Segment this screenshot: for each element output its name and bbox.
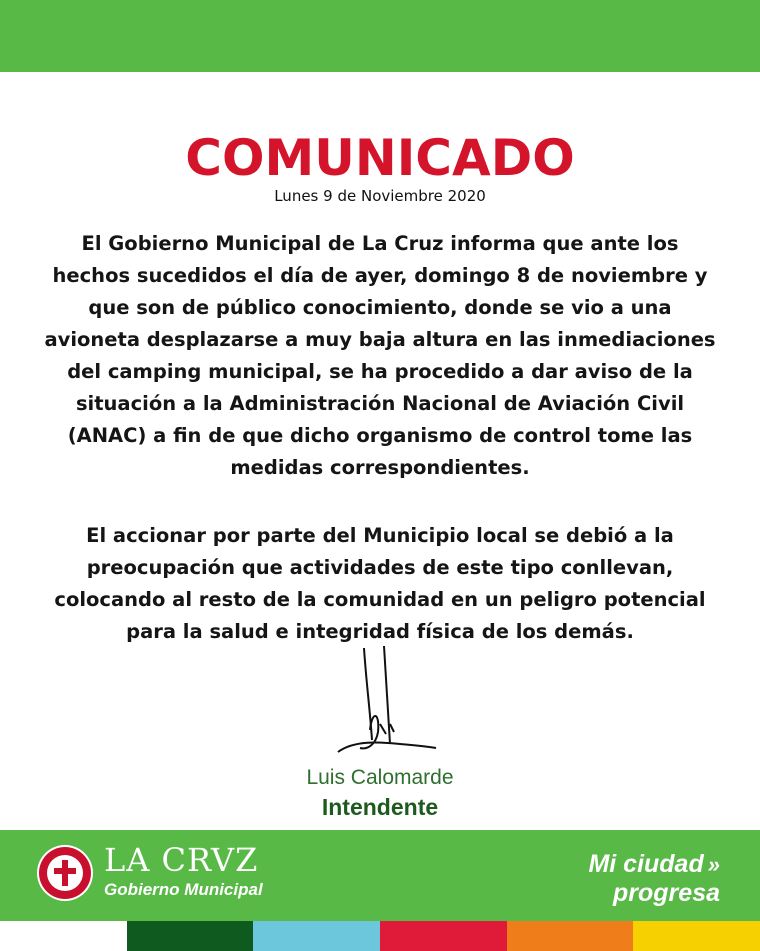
brand-name: LA CRVZ [104, 841, 259, 879]
footer-bar [0, 830, 760, 921]
paragraph-2: El accionar por parte del Municipio local se debió a la preocupación que actividades de este tipo conllevan, colocando al resto de la comunidad en un peligro potencial para la salud e integridad física de los demás. [54, 524, 706, 643]
signer-title: Intendente [321, 794, 439, 820]
color-stripes [0, 921, 760, 951]
color-stripe-5 [507, 921, 634, 951]
document-date: Lunes 9 de Noviembre 2020 [274, 187, 486, 205]
slogan-line-1: Mi ciudad [588, 850, 704, 878]
double-chevron-icon: » [707, 852, 720, 877]
color-stripe-1 [0, 921, 127, 951]
municipal-seal-icon [36, 844, 94, 902]
handwritten-signature [320, 640, 440, 760]
color-stripe-2 [127, 921, 254, 951]
color-stripe-4 [380, 921, 507, 951]
paragraph-1: El Gobierno Municipal de La Cruz informa que ante los hechos sucedidos el día de ayer, domingo 8 de noviembre y que son de público conocimiento, donde se vio a una avioneta desplazarse a muy baja altura en las inmediaciones del camping municipal, se ha procedido a dar aviso de la situación a la Administración Nacional de Aviación Civil (ANAC) a fin de que dicho organismo de control tome las medidas correspondientes. [44, 232, 716, 479]
color-stripe-3 [253, 921, 380, 951]
slogan [588, 850, 720, 907]
brand-subtitle: Gobierno Municipal [104, 880, 263, 899]
slogan-line-2: progresa [613, 879, 720, 907]
signer-name: Luis Calomarde [306, 766, 454, 789]
color-stripe-6 [633, 921, 760, 951]
header-bar [0, 0, 760, 72]
page-title: COMUNICADO [185, 129, 575, 187]
